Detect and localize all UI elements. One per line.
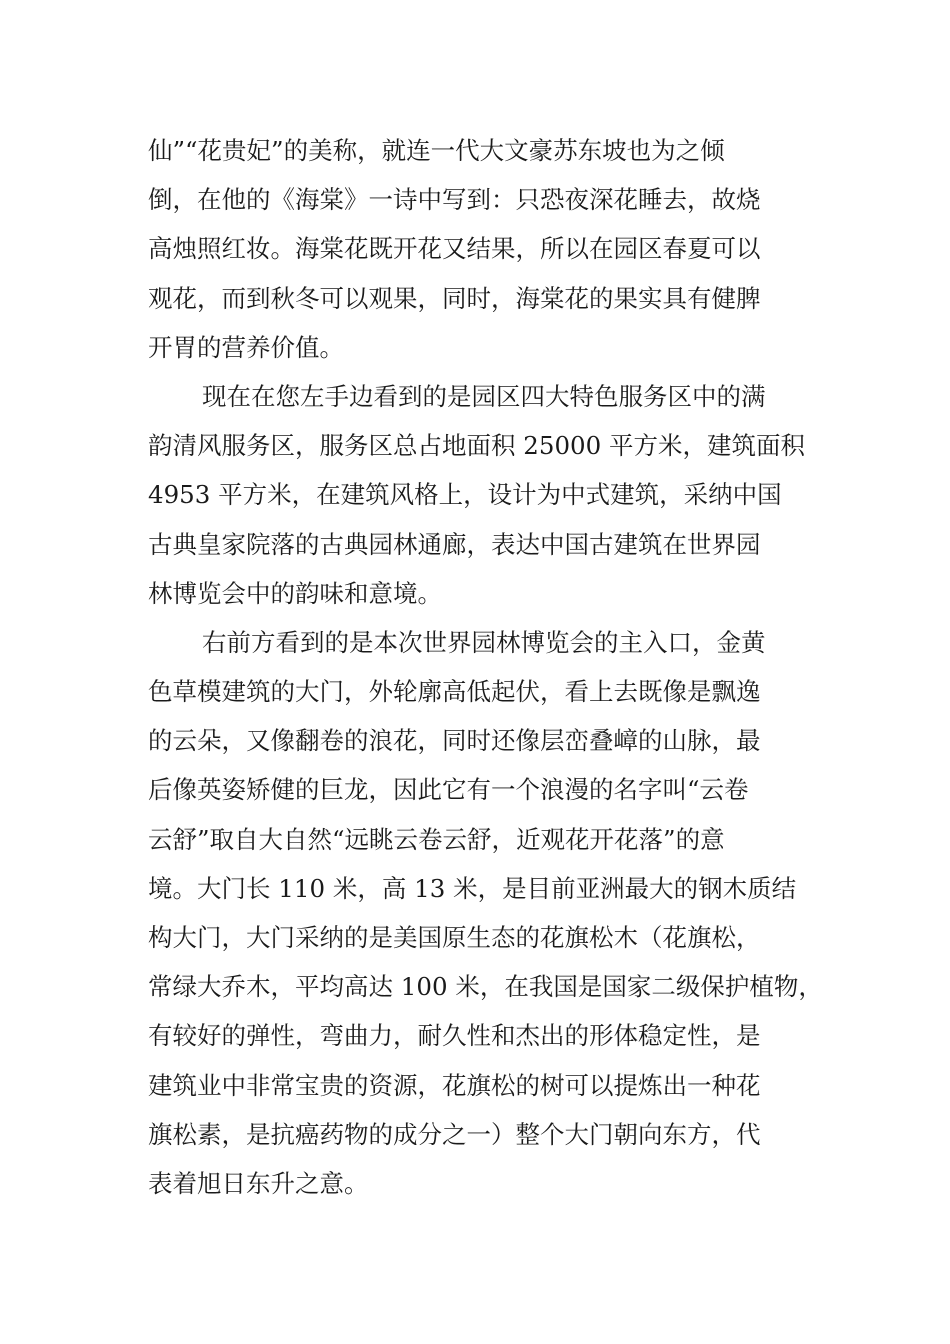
text-line: 构大门，大门采纳的是美国原生态的花旗松木（花旗松，: [148, 923, 761, 952]
paragraph-start-line: 右前方看到的是本次世界园林博览会的主入口，金黄: [202, 627, 766, 657]
text-line: 林博览会中的韵味和意境。: [148, 578, 442, 608]
text-line: 旗松素，是抗癌药物的成分之一）整个大门朝向东方，代: [148, 1119, 761, 1149]
text-line: 高烛照红妆。海棠花既开花又结果，所以在园区春夏可以: [148, 234, 761, 264]
text-line: 色草模建筑的大门，外轮廓高低起伏，看上去既像是飘逸: [148, 677, 761, 707]
text-line: 常绿大乔木，平均高达 100 米，在我国是国家二级保护植物，: [148, 972, 823, 1002]
paragraph-start-line: 现在在您左手边看到的是园区四大特色服务区中的满: [202, 381, 766, 411]
text-line: 后像英姿矫健的巨龙，因此它有一个浪漫的名字叫“云卷: [148, 775, 749, 805]
text-line: 观花，而到秋冬可以观果，同时，海棠花的果实具有健脾: [148, 283, 761, 313]
text-line: 古典皇家院落的古典园林通廊，表达中国古建筑在世界园: [148, 529, 761, 559]
text-line: 境。大门长 110 米，高 13 米，是目前亚洲最大的钢木质结: [148, 873, 797, 903]
text-line: 建筑业中非常宝贵的资源，花旗松的树可以提炼出一种花: [148, 1070, 761, 1100]
text-line: 韵清风服务区，服务区总占地面积 25000 平方米，建筑面积: [148, 431, 806, 461]
text-line: 表着旭日东升之意。: [148, 1168, 369, 1198]
text-line: 4953 平方米，在建筑风格上，设计为中式建筑，采纳中国: [148, 480, 782, 510]
text-line: 云舒”取自大自然“远眺云卷云舒，近观花开花落”的意: [148, 824, 725, 854]
text-line: 有较好的弹性，弯曲力，耐久性和杰出的形体稳定性，是: [148, 1021, 761, 1051]
text-line: 仙”“花贵妃”的美称，就连一代大文豪苏东坡也为之倾: [148, 136, 725, 165]
body-text: [148, 126, 823, 1208]
text-line: 的云朵，又像翻卷的浪花，同时还像层峦叠嶂的山脉，最: [148, 726, 761, 756]
text-line: 开胃的营养价值。: [148, 332, 344, 362]
text-line: 倒，在他的《海棠》一诗中写到：只恐夜深花睡去，故烧: [148, 185, 761, 215]
